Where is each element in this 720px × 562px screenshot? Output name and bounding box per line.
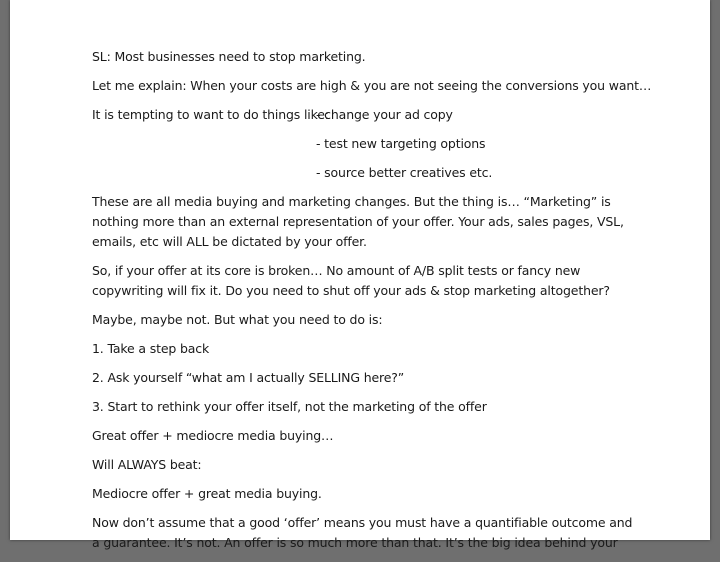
paragraph-great-offer: Great offer + mediocre media buying… xyxy=(92,428,334,443)
tempting-list-item-3: - source better creatives etc. xyxy=(316,165,493,180)
paragraph-mediocre-offer: Mediocre offer + great media buying. xyxy=(92,486,322,501)
paragraph-will-beat: Will ALWAYS beat: xyxy=(92,457,202,472)
document-page xyxy=(10,0,710,550)
paragraph-marketing: These are all media buying and marketing changes. But the thing is… “Marketing” is nothing more than an external representation of your offer. Your ads, sales pages, VSL, emails, etc will ALL be dictated by your offer. xyxy=(92,194,624,249)
tempting-list-lead: It is tempting to want to do things like: xyxy=(92,107,329,122)
paragraph-explain: Let me explain: When your costs are high & you are not seeing the conversions you want… xyxy=(92,78,652,93)
step-3: 3. Start to rethink your offer itself, not the marketing of the offer xyxy=(92,399,487,414)
tempting-list-item-1: - change your ad copy xyxy=(316,107,453,122)
paragraph-broken-offer: So, if your offer at its core is broken… No amount of A/B split tests or fancy new copywriting will fix it. Do you need to shut off your ads & stop marketing altogether? xyxy=(92,263,610,298)
tempting-list-row xyxy=(92,105,640,125)
tempting-list-item-2: - test new targeting options xyxy=(316,136,486,151)
paragraph-intro: SL: Most businesses need to stop marketing. xyxy=(92,49,366,64)
document-body xyxy=(92,47,652,562)
paragraph-dont-assume: Now don’t assume that a good ‘offer’ means you must have a quantifiable outcome and a guarantee. It’s not. An offer is so much more than that. It’s the big idea behind your xyxy=(92,515,633,550)
step-2: 2. Ask yourself “what am I actually SELLING here?” xyxy=(92,370,405,385)
paragraph-maybe: Maybe, maybe not. But what you need to do is: xyxy=(92,312,383,327)
step-1: 1. Take a step back xyxy=(92,341,210,356)
